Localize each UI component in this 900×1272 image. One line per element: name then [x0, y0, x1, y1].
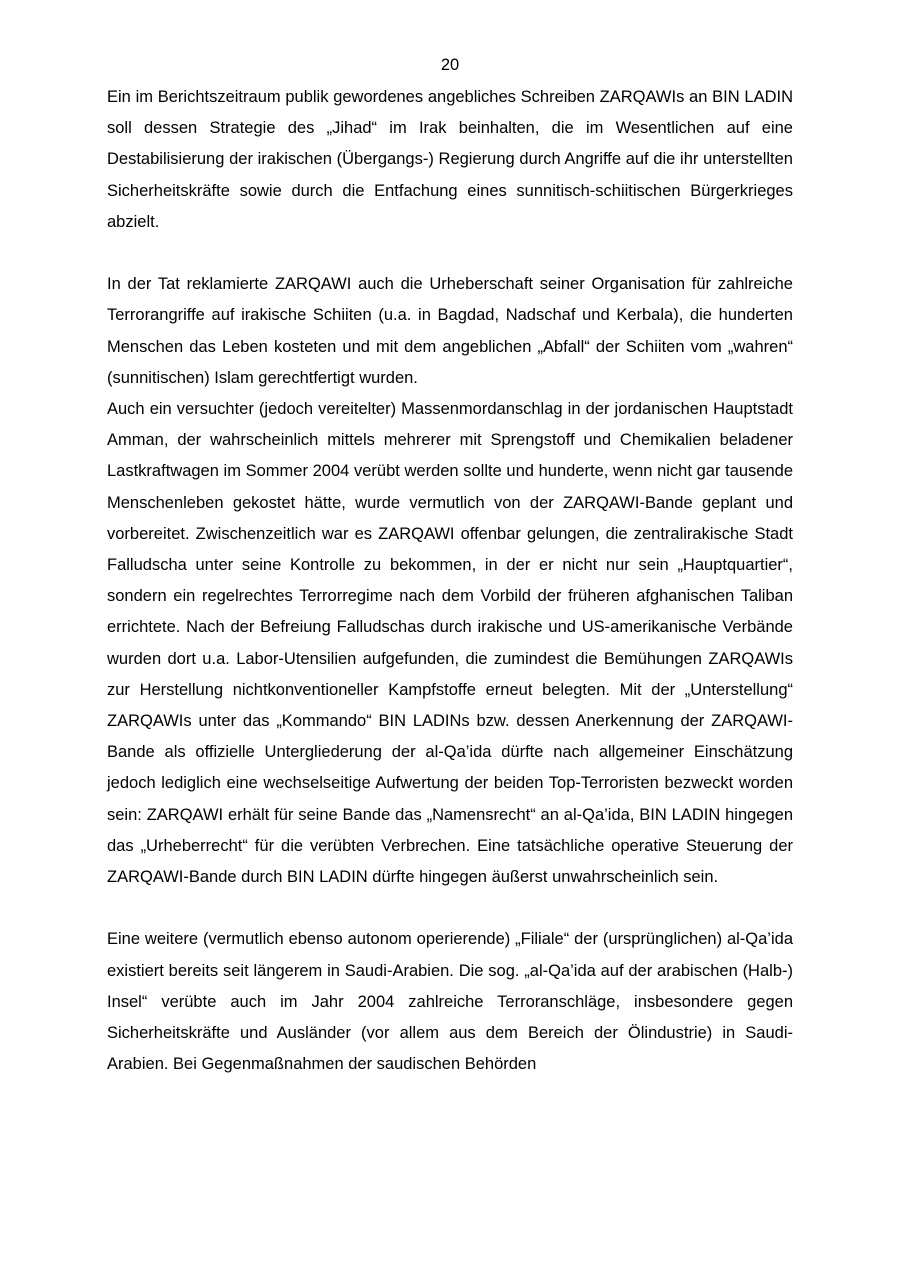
paragraph-amman-plot: Auch ein versuchter (jedoch vereitelter) Massenmordanschlag in der jordanischen Hauptstadt Amman, der wahrscheinlich mittels mehrerer mit Sprengstoff und Chemikalien beladener Lastkraftwagen im Sommer 2004 verübt werden sollte und hunderte, wenn nicht gar tausende Menschenleben gekostet hätte, wurde vermutlich von der ZARQAWI-Bande geplant und vorbereitet. Zwischenzeitlich war es ZARQAWI offenbar gelungen, die zentralirakische Stadt Falludscha unter seine Kontrolle zu bekommen, in der er nicht nur sein „Hauptquartier“, sondern ein regelrechtes Terrorregime nach dem Vorbild der früheren afghanischen Taliban errichtete. Nach der Befreiung Falludschas durch irakische und US-amerikanische Verbände wurden dort u.a. Labor-Utensilien aufgefunden, die zumindest die Bemühungen ZARQAWIs zur Herstellung nichtkonventioneller Kampfstoffe erneut belegten. Mit der „Unterstellung“ ZARQAWIs unter das „Kommando“ BIN LADINs bzw. dessen Anerkennung der ZARQAWI-Bande als offizielle Untergliederung der al-Qa’ida dürfte nach allgemeiner Einschätzung jedoch lediglich eine wechselseitige Aufwertung der beiden Top-Terroristen bezweckt worden sein: ZARQAWI erhält für seine Bande das „Namensrecht“ an al-Qa’ida, BIN LADIN hingegen das „Urheberrecht“ für die verübten Verbrechen. Eine tatsächliche operative Steuerung der ZARQAWI-Bande durch BIN LADIN dürfte hingegen äußerst unwahrscheinlich sein. [107, 400, 793, 887]
paragraph-spacer [107, 238, 793, 269]
paragraph-spacer [107, 893, 793, 924]
document-body [107, 82, 793, 1080]
paragraph-zarqawi-letter: Ein im Berichtszeitraum publik gewordenes angebliches Schreiben ZARQAWIs an BIN LADIN soll dessen Strategie des „Jihad“ im Irak beinhalten, die im Wesentlichen auf eine Destabilisierung der irakischen (Übergangs-) Regierung durch Angriffe auf die ihr unterstellten Sicherheitskräfte sowie durch die Entfachung eines sunnitisch-schiitischen Bürgerkrieges abzielt. [107, 88, 793, 231]
paragraph-saudi-branch: Eine weitere (vermutlich ebenso autonom operierende) „Filiale“ der (ursprünglichen) al-Qa’ida existiert bereits seit längerem in Saudi-Arabien. Die sog. „al-Qa’ida auf der arabischen (Halb-) Insel“ verübte auch im Jahr 2004 zahlreiche Terroranschläge, insbesondere gegen Sicherheitskräfte und Ausländer (vor allem aus dem Bereich der Ölindustrie) in Saudi-Arabien. Bei Gegenmaßnahmen der saudischen Behörden [107, 930, 793, 1074]
page-number: 20 [440, 56, 460, 74]
paragraph-shiite-attacks: In der Tat reklamierte ZARQAWI auch die Urheberschaft seiner Organisation für zahlreiche Terrorangriffe auf irakische Schiiten (u.a. in Bagdad, Nadschaf und Kerbala), die hunderten Menschen das Leben kosteten und mit dem angeblichen „Abfall“ der Schiiten vom „wahren“ (sunnitischen) Islam gerechtfertigt wurden. [107, 275, 793, 387]
